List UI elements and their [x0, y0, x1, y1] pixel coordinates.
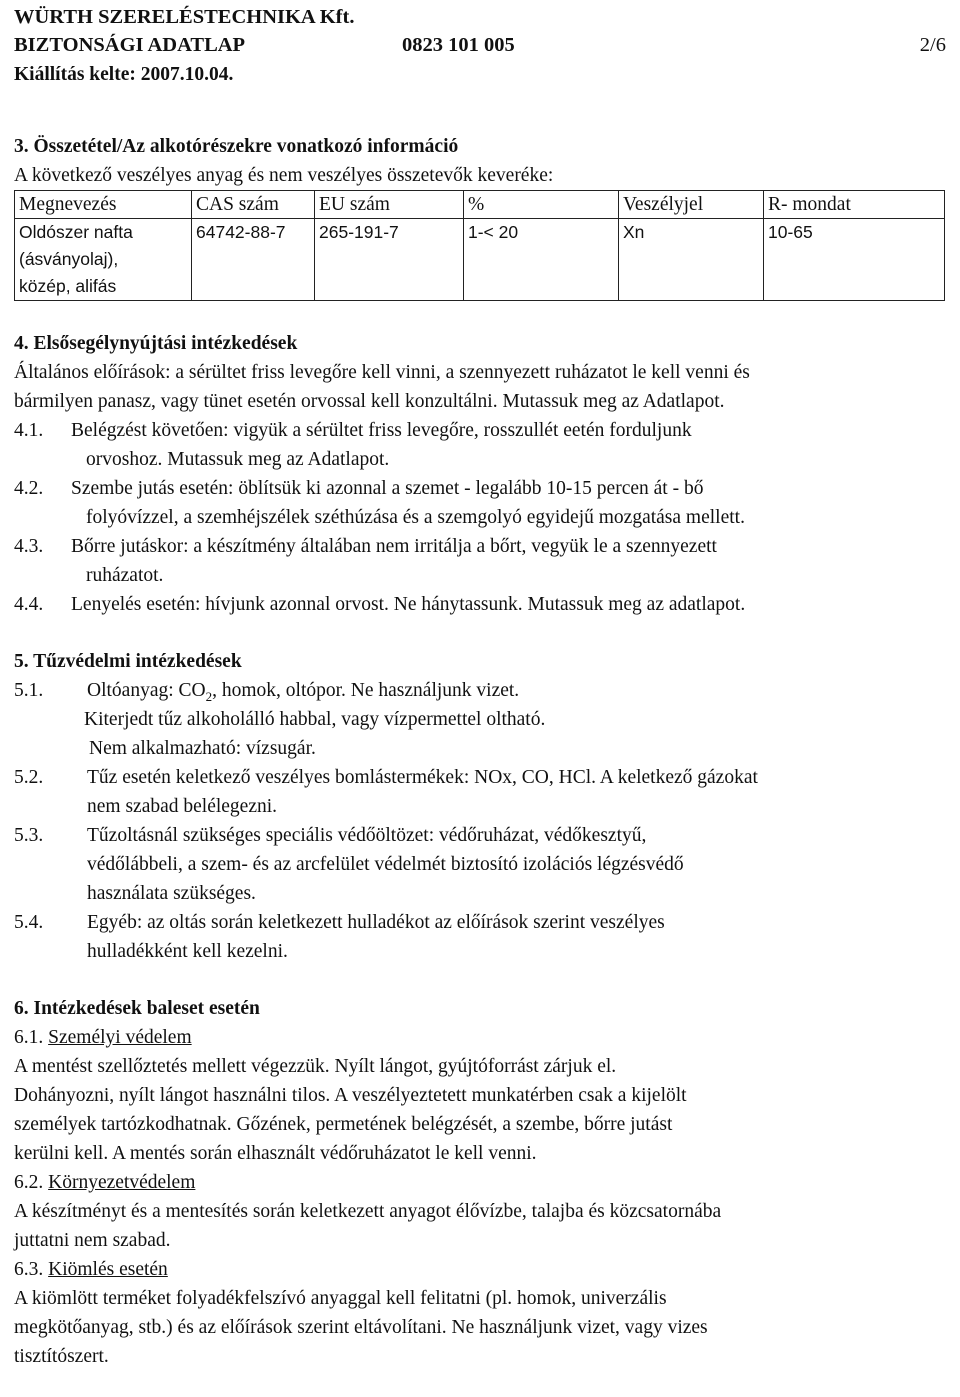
- section-4-general: bármilyen panasz, vagy tünet esetén orvossal kell konzultálni. Mutassuk meg az Adatlapot.: [14, 391, 725, 412]
- cell-eu: 265-191-7: [315, 219, 464, 301]
- list-item: [14, 908, 946, 937]
- item-text: Belégzést követően: vigyük a sérültet friss levegőre, rosszullét eetén forduljunk: [71, 420, 692, 441]
- item-text-cont: nem szabad belélegezni.: [87, 796, 278, 817]
- section-4-general: Általános előírások: a sérültet friss levegőre kell vinni, a szennyezett ruházatot le kell venni és: [14, 362, 750, 383]
- cell-name-line: Oldószer nafta: [19, 222, 133, 242]
- list-item: [14, 532, 946, 561]
- subsection-heading: [14, 1168, 946, 1197]
- paragraph-line: A kiömlött terméket folyadékfelszívó anyaggal kell felitatni (pl. homok, univerzális: [14, 1288, 667, 1309]
- item-number: 5.4.: [14, 912, 44, 933]
- header-line: [14, 31, 946, 60]
- document-page: [14, 0, 946, 1371]
- item-text-cont: Kiterjedt tűz alkoholálló habbal, vagy vízpermettel oltható.: [84, 709, 546, 730]
- paragraph-line: személyek tartózkodhatnak. Gőzének, permetének belégzését, a szembe, bőrre jutást: [14, 1114, 673, 1135]
- subsection-title: Kiömlés esetén: [48, 1259, 168, 1280]
- paragraph-line: A készítményt és a mentesítés során keletkezett anyagot élővízbe, talajba és közcsatornába: [14, 1201, 722, 1222]
- cell-name-line: közép, alifás: [19, 276, 117, 296]
- item-text-cont: hulladékként kell kezelni.: [87, 941, 288, 962]
- item-number: 4.4.: [14, 594, 44, 615]
- page-number: 2/6: [919, 34, 946, 56]
- item-text: Tűz esetén keletkező veszélyes bomlástermékek: NOx, CO, HCl. A keletkező gázokat: [87, 767, 758, 788]
- section-6-title: 6. Intézkedések baleset esetén: [14, 998, 260, 1019]
- composition-table: [14, 190, 945, 301]
- item-text: Bőrre jutáskor: a készítmény általában nem irritálja a bőrt, vegyük le a szennyezett: [71, 536, 717, 557]
- paragraph-line: tisztítószert.: [14, 1346, 109, 1367]
- cell-cas: 64742-88-7: [192, 219, 315, 301]
- item-number: 5.2.: [14, 767, 44, 788]
- cell-name: [15, 219, 192, 301]
- list-item: [14, 763, 946, 792]
- item-text-cont: használata szükséges.: [87, 883, 256, 904]
- table-header-row: [15, 191, 945, 219]
- table-row: [15, 219, 945, 301]
- section-3-intro: A következő veszélyes anyag és nem veszélyes összetevők keveréke:: [14, 165, 554, 186]
- item-number: 4.2.: [14, 478, 44, 499]
- column-header: CAS szám: [192, 191, 315, 219]
- paragraph-line: kerülni kell. A mentés során elhasznált védőruházatot le kell venni.: [14, 1143, 537, 1164]
- column-header: EU szám: [315, 191, 464, 219]
- subsection-number: 6.2.: [14, 1172, 44, 1193]
- company-name: WÜRTH SZERELÉSTECHNIKA Kft.: [14, 6, 355, 28]
- item-number: 4.1.: [14, 420, 44, 441]
- subsection-heading: [14, 1255, 946, 1284]
- subsection-title: Személyi védelem: [48, 1027, 192, 1048]
- subscript: 2: [205, 688, 213, 704]
- issue-date: Kiállítás kelte: 2007.10.04.: [14, 64, 234, 85]
- cell-symbol: Xn: [619, 219, 764, 301]
- column-header: Veszélyjel: [619, 191, 764, 219]
- column-header: R- mondat: [764, 191, 945, 219]
- section-4-title: 4. Elsősegélynyújtási intézkedések: [14, 333, 298, 354]
- item-text: Lenyelés esetén: hívjunk azonnal orvost. Ne hánytassunk. Mutassuk meg az adatlapot.: [71, 594, 746, 615]
- section-3-title: 3. Összetétel/Az alkotórészekre vonatkozó információ: [14, 136, 459, 157]
- cell-r-phrase: 10-65: [764, 219, 945, 301]
- item-text-cont: Nem alkalmazható: vízsugár.: [89, 738, 316, 759]
- extinguisher-text-rest: , homok, oltópor. Ne használjunk vizet.: [212, 680, 520, 701]
- item-text-cont: ruházatot.: [86, 565, 164, 586]
- subsection-heading: [14, 1023, 946, 1052]
- list-item: [14, 416, 946, 445]
- paragraph-line: A mentést szellőztetés mellett végezzük. Nyílt lángot, gyújtóforrást zárjuk el.: [14, 1056, 617, 1077]
- item-number: 4.3.: [14, 536, 44, 557]
- item-text: [87, 676, 946, 705]
- item-text-cont: védőlábbeli, a szem- és az arcfelület védelmét biztosító izolációs légzésvédő: [87, 854, 684, 875]
- item-text-cont: folyóvízzel, a szemhéjszélek széthúzása és a szemgolyó egyidejű mozgatása mellett.: [86, 507, 745, 528]
- list-item: [14, 821, 946, 850]
- subsection-number: 6.3.: [14, 1259, 44, 1280]
- item-text-cont: orvoshoz. Mutassuk meg az Adatlapot.: [86, 449, 390, 470]
- item-text: Egyéb: az oltás során keletkezett hulladékot az előírások szerint veszélyes: [87, 912, 665, 933]
- subsection-title: Környezetvédelem: [48, 1172, 196, 1193]
- product-code: 0823 101 005: [402, 34, 515, 56]
- list-item: [14, 474, 946, 503]
- cell-name-line: (ásványolaj),: [19, 249, 119, 269]
- document-title: BIZTONSÁGI ADATLAP: [14, 34, 246, 56]
- cell-percent: 1-< 20: [464, 219, 619, 301]
- paragraph-line: megkötőanyag, stb.) és az előírások szerint eltávolítani. Ne használjunk vizet, vagy vizes: [14, 1317, 708, 1338]
- item-number: 5.3.: [14, 825, 44, 846]
- subsection-number: 6.1.: [14, 1027, 44, 1048]
- item-text: Szembe jutás esetén: öblítsük ki azonnal a szemet - legalább 10-15 percen át - bő: [71, 478, 704, 499]
- item-text: Tűzoltásnál szükséges speciális védőöltözet: védőruházat, védőkesztyű,: [87, 825, 647, 846]
- item-number: 5.1.: [14, 680, 44, 701]
- list-item: [14, 676, 946, 705]
- paragraph-line: Dohányozni, nyílt lángot használni tilos. A veszélyeztetett munkatérben csak a kijelölt: [14, 1085, 687, 1106]
- extinguisher-text: Oltóanyag: CO: [87, 680, 206, 701]
- paragraph-line: juttatni nem szabad.: [14, 1230, 171, 1251]
- column-header: %: [464, 191, 619, 219]
- section-5-title: 5. Tűzvédelmi intézkedések: [14, 651, 242, 672]
- column-header: Megnevezés: [15, 191, 192, 219]
- list-item: [14, 590, 946, 619]
